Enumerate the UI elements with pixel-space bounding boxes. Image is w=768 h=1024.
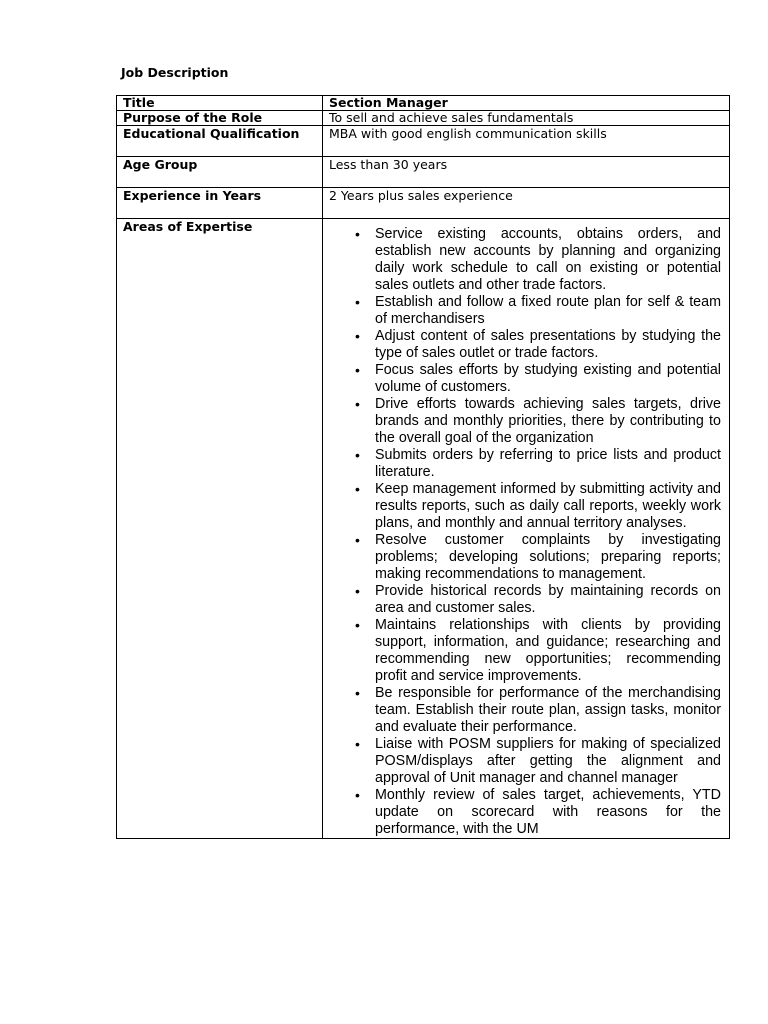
bullet-icon: •	[355, 447, 360, 463]
list-item	[355, 685, 721, 736]
bullet-icon: •	[355, 294, 360, 310]
list-item-text: Liaise with POSM suppliers for making of specialized POSM/displays after getting the alignment and approval of Unit manager and channel manager	[375, 736, 721, 786]
bullet-icon: •	[355, 481, 360, 497]
age-group-label: Age Group	[117, 157, 323, 188]
list-item-text: Focus sales efforts by studying existing and potential volume of customers.	[375, 362, 721, 395]
bullet-icon: •	[355, 226, 360, 242]
bullet-icon: •	[355, 583, 360, 599]
education-label: Educational Qualification	[117, 126, 323, 157]
bullet-icon: •	[355, 685, 360, 701]
purpose-label: Purpose of the Role	[117, 111, 323, 126]
list-item-text: Adjust content of sales presentations by studying the type of sales outlet or trade factors.	[375, 328, 721, 361]
list-item-text: Be responsible for performance of the merchandising team. Establish their route plan, assign tasks, monitor and evaluate their performance.	[375, 685, 721, 735]
list-item-text: Submits orders by referring to price lists and product literature.	[375, 447, 721, 480]
list-item	[355, 532, 721, 583]
list-item	[355, 226, 721, 294]
areas-label: Areas of Expertise	[117, 219, 323, 839]
list-item	[355, 294, 721, 328]
experience-value: 2 Years plus sales experience	[323, 188, 730, 219]
list-item	[355, 481, 721, 532]
list-item	[355, 328, 721, 362]
job-description-table	[116, 95, 730, 839]
experience-label: Experience in Years	[117, 188, 323, 219]
title-value: Section Manager	[323, 96, 730, 111]
bullet-icon: •	[355, 787, 360, 803]
bullet-icon: •	[355, 396, 360, 412]
list-item-text: Maintains relationships with clients by providing support, information, and guidance; researching and recommending new opportunities; recommending profit and service improvements.	[375, 617, 721, 684]
document-heading: Job Description	[121, 65, 229, 80]
list-item-text: Service existing accounts, obtains orders, and establish new accounts by planning and organizing daily work schedule to call on existing or potential sales outlets and other trade factors.	[375, 226, 721, 293]
expertise-list	[329, 226, 723, 838]
bullet-icon: •	[355, 328, 360, 344]
list-item-text: Drive efforts towards achieving sales targets, drive brands and monthly priorities, there by contributing to the overall goal of the organization	[375, 396, 721, 446]
list-item	[355, 362, 721, 396]
areas-value	[323, 219, 730, 839]
bullet-icon: •	[355, 617, 360, 633]
list-item-text: Provide historical records by maintaining records on area and customer sales.	[375, 583, 721, 616]
education-value: MBA with good english communication skills	[323, 126, 730, 157]
table-row-education	[117, 126, 730, 157]
list-item	[355, 787, 721, 838]
bullet-icon: •	[355, 362, 360, 378]
list-item	[355, 583, 721, 617]
list-item	[355, 447, 721, 481]
table-row-areas-of-expertise	[117, 219, 730, 839]
table-row-age-group	[117, 157, 730, 188]
table-row-title	[117, 96, 730, 111]
list-item-text: Monthly review of sales target, achievements, YTD update on scorecard with reasons for the performance, with the UM	[375, 787, 721, 837]
bullet-icon: •	[355, 736, 360, 752]
list-item	[355, 736, 721, 787]
table-row-purpose	[117, 111, 730, 126]
purpose-value: To sell and achieve sales fundamentals	[323, 111, 730, 126]
bullet-icon: •	[355, 532, 360, 548]
list-item-text: Keep management informed by submitting activity and results reports, such as daily call reports, weekly work plans, and monthly and annual territory analyses.	[375, 481, 721, 531]
table-row-experience	[117, 188, 730, 219]
list-item-text: Resolve customer complaints by investigating problems; developing solutions; preparing reports; making recommendations to management.	[375, 532, 721, 582]
list-item	[355, 617, 721, 685]
title-label: Title	[117, 96, 323, 111]
list-item	[355, 396, 721, 447]
age-group-value: Less than 30 years	[323, 157, 730, 188]
list-item-text: Establish and follow a fixed route plan for self & team of merchandisers	[375, 294, 721, 327]
